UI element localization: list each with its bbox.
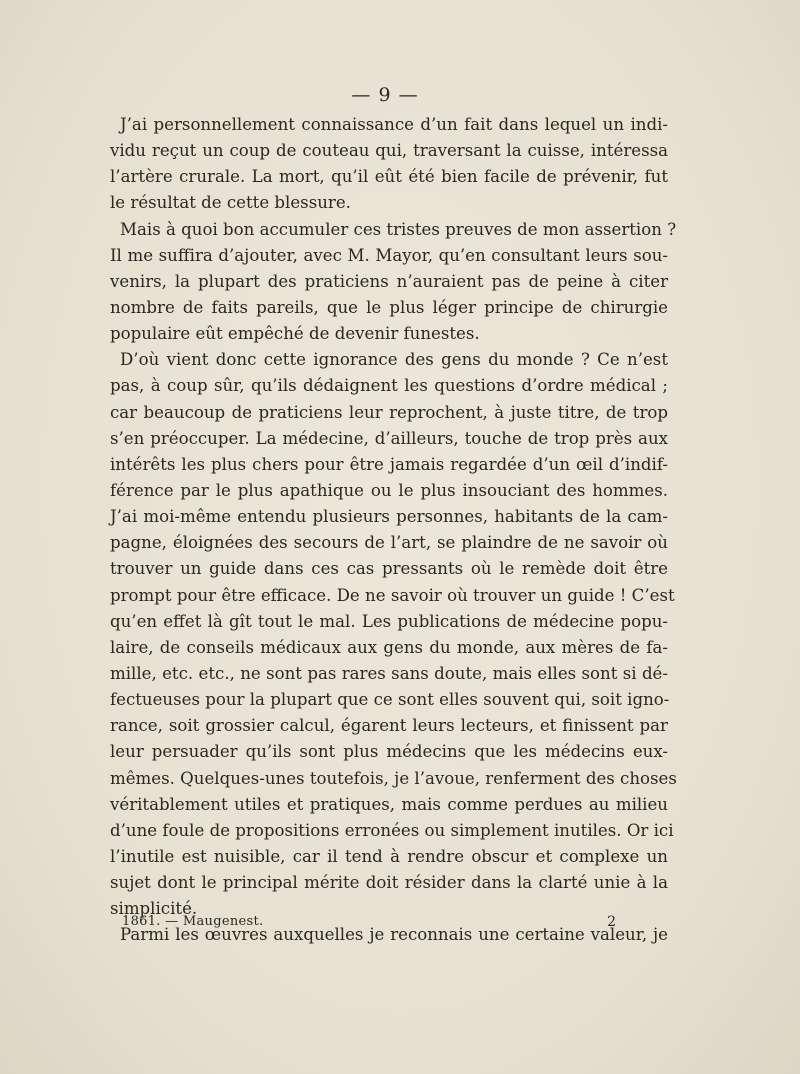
text-line: s’en préoccuper. La médecine, d’ailleurs, touche de trop près aux bbox=[110, 428, 668, 448]
page-number: — 9 — bbox=[351, 84, 419, 106]
text-line: le résultat de cette blessure. bbox=[110, 193, 351, 213]
text-line: simplicité. bbox=[110, 899, 198, 919]
text-line: leur persuader qu’ils sont plus médecins que les médecins eux- bbox=[110, 742, 668, 762]
page-footer bbox=[122, 914, 616, 930]
text-line: venirs, la plupart des praticiens n’auraient pas de peine à citer bbox=[110, 271, 668, 291]
text-line: l’inutile est nuisible, car il tend à rendre obscur et complexe un bbox=[110, 846, 668, 866]
text-line: laire, de conseils médicaux aux gens du monde, aux mères de fa- bbox=[110, 637, 668, 657]
text-line: l’artère crurale. La mort, qu’il eût été bien facile de prévenir, fut bbox=[110, 167, 668, 187]
text-line: rance, soit grossier calcul, égarent leurs lecteurs, et finissent par bbox=[110, 716, 668, 736]
text-line: J’ai moi-même entendu plusieurs personnes, habitants de la cam- bbox=[110, 507, 668, 527]
text-line: vidu reçut un coup de couteau qui, traversant la cuisse, intéressa bbox=[110, 141, 668, 161]
text-line: Parmi les œuvres auxquelles je reconnais une certaine valeur, je bbox=[120, 925, 668, 945]
text-line: sujet dont le principal mérite doit résider dans la clarté unie à la bbox=[110, 873, 668, 893]
text-line: férence par le plus apathique ou le plus insouciant des hommes. bbox=[110, 480, 668, 500]
gathering-signature: 2 bbox=[607, 914, 616, 930]
text-line: Mais à quoi bon accumuler ces tristes preuves de mon assertion ? bbox=[120, 219, 677, 239]
text-line: fectueuses pour la plupart que ce sont elles souvent qui, soit igno- bbox=[110, 690, 670, 710]
text-line: pas, à coup sûr, qu’ils dédaignent les questions d’ordre médical ; bbox=[110, 376, 668, 396]
text-line: D’où vient donc cette ignorance des gens du monde ? Ce n’est bbox=[120, 350, 668, 370]
body-text bbox=[110, 112, 677, 949]
printer-signature: 1861. — Maugenest. bbox=[122, 914, 264, 929]
text-line: mêmes. Quelques-unes toutefois, je l’avoue, renferment des choses bbox=[110, 768, 677, 788]
text-line: prompt pour être efficace. De ne savoir où trouver un guide ! C’est bbox=[110, 585, 675, 605]
text-line: car beaucoup de praticiens leur reprochent, à juste titre, de trop bbox=[110, 402, 668, 422]
paragraph-2 bbox=[110, 217, 677, 348]
paragraph-3 bbox=[110, 347, 677, 922]
text-line: intérêts les plus chers pour être jamais regardée d’un œil d’indif- bbox=[110, 454, 668, 474]
text-line: J’ai personnellement connaissance d’un fait dans lequel un indi- bbox=[120, 115, 668, 134]
text-line: Il me suffira d’ajouter, avec M. Mayor, qu’en consultant leurs sou- bbox=[110, 245, 668, 265]
text-line: pagne, éloignées des secours de l’art, se plaindre de ne savoir où bbox=[110, 533, 668, 553]
paragraph-1 bbox=[110, 112, 668, 217]
text-line: populaire eût empêché de devenir funestes. bbox=[110, 324, 480, 344]
text-line: trouver un guide dans ces cas pressants où le remède doit être bbox=[110, 559, 668, 579]
text-line: mille, etc. etc., ne sont pas rares sans doute, mais elles sont si dé- bbox=[110, 663, 668, 683]
text-line: qu’en effet là gît tout le mal. Les publications de médecine popu- bbox=[110, 611, 668, 631]
text-line: d’une foule de propositions erronées ou simplement inutiles. Or ici bbox=[110, 820, 674, 840]
text-line: véritablement utiles et pratiques, mais comme perdues au milieu bbox=[110, 794, 668, 814]
text-line: nombre de faits pareils, que le plus léger principe de chirurgie bbox=[110, 297, 668, 317]
